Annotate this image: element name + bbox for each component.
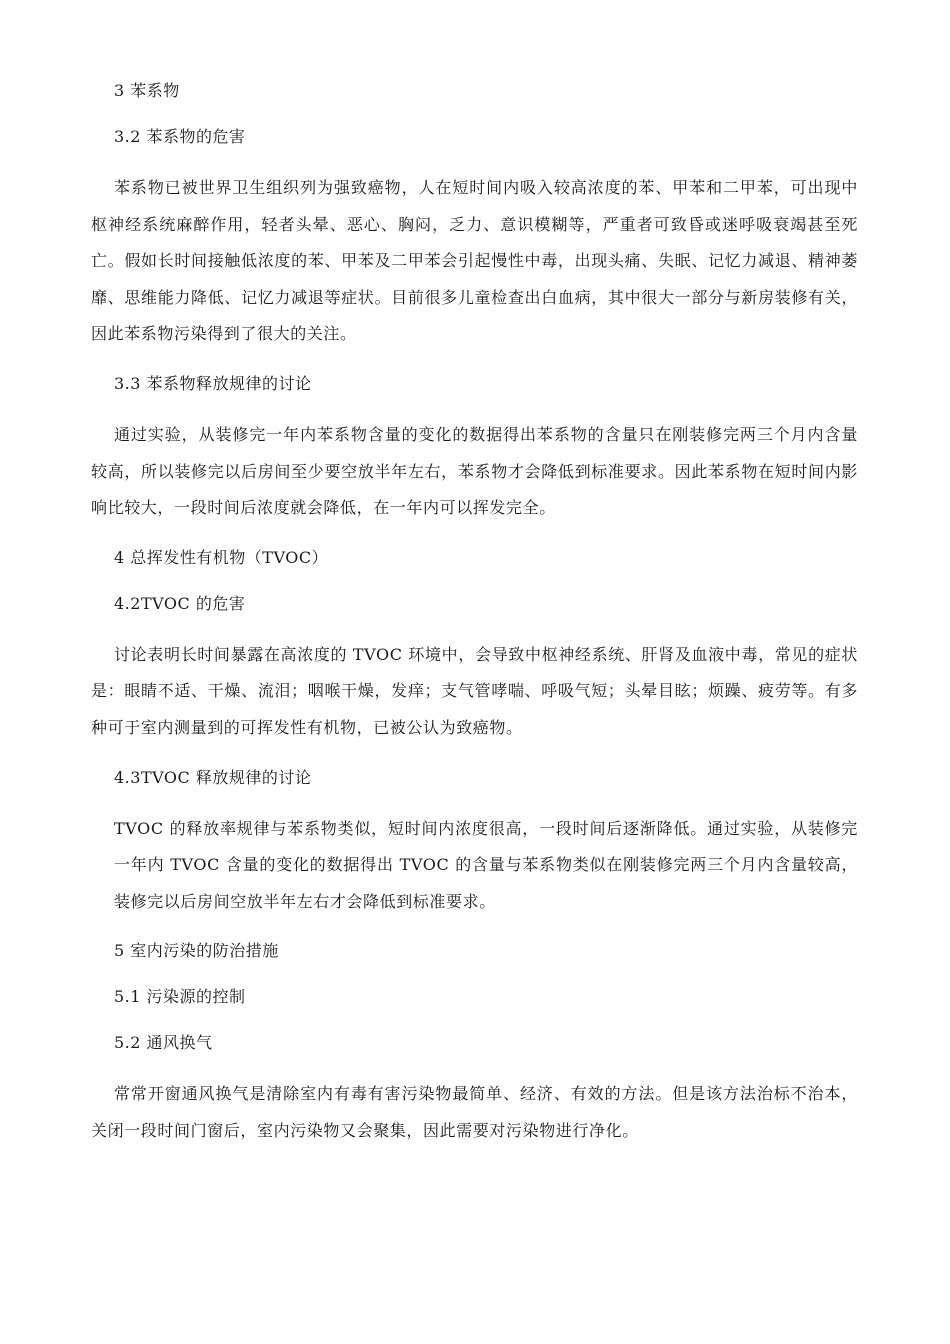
paragraph-ventilation: 常常开窗通风换气是清除室内有毒有害污染物最简单、经济、有效的方法。但是该方法治标不治本，关闭一段时间门窗后，室内污染物又会聚集，因此需要对污染物进行净化。 [91,1084,858,1140]
section-heading-4-2: 4.2TVOC 的危害 [114,593,246,613]
paragraph-benzene-hazards: 苯系物已被世界卫生组织列为强致癌物，人在短时间内吸入较高浓度的苯、甲苯和二甲苯，可出现中枢神经系统麻醉作用，轻者头晕、恶心、胸闷，乏力、意识模糊等，严重者可致昏或迷呼吸衰竭甚至死亡。假如长时间接触低浓度的苯、甲苯及二甲苯会引起慢性中毒，出现头痛、失眠、记忆力减退、精神萎靡、思维能力降低、记忆力减退等症状。目前很多儿童检查出白血病，其中很大一部分与新房装修有关，因此苯系物污染得到了很大的关注。 [91,178,858,344]
section-heading-3: 3 苯系物 [114,81,180,100]
section-heading-3-3: 3.3 苯系物释放规律的讨论 [114,373,312,393]
paragraph-tvoc-hazards: 讨论表明长时间暴露在高浓度的 TVOC 环境中，会导致中枢神经系统、肝肾及血液中毒，常见的症状是：眼睛不适、干燥、流泪；咽喉干燥，发痒；支气管哮喘、呼吸气短；头晕目眩；烦躁、疲劳等。有多种可于室内测量到的可挥发性有机物，已被公认为致癌物。 [91,644,858,737]
section-heading-5-1: 5.1 污染源的控制 [114,987,246,1007]
section-heading-5: 5 室内污染的防治措施 [114,941,279,961]
paragraph-tvoc-release: TVOC 的释放率规律与苯系物类似，短时间内浓度很高，一段时间后逐渐降低。通过实验，从装修完一年内 TVOC 含量的变化的数据得出 TVOC 的含量与苯系物类似在刚装修完两三个月内含量较高，装修完以后房间空放半年左右才会降低到标准要求。 [114,818,858,911]
section-heading-5-2: 5.2 通风换气 [114,1033,213,1053]
section-heading-4: 4 总挥发性有机物（TVOC） [114,547,329,567]
paragraph-benzene-release: 通过实验，从装修完一年内苯系物含量的变化的数据得出苯系物的含量只在刚装修完两三个月内含量较高，所以装修完以后房间至少要空放半年左右，苯系物才会降低到标准要求。因此苯系物在短时间内影响比较大，一段时间后浓度就会降低，在一年内可以挥发完全。 [91,424,858,518]
document-page [91,78,858,1150]
section-heading-4-3: 4.3TVOC 释放规律的讨论 [114,767,312,787]
section-heading-3-2: 3.2 苯系物的危害 [114,127,246,146]
